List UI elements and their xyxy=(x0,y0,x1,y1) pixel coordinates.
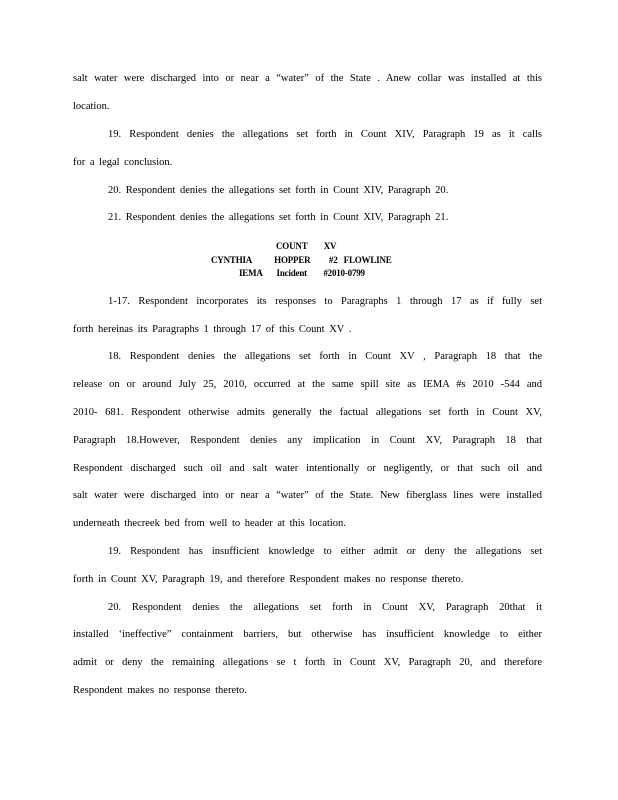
paragraph-line: salt water were discharged into or near a “water” of the State . Anew collar was installed at this xyxy=(73,73,542,84)
paragraph-19-line: 19. Respondent has insufficient knowledge to either admit or deny the allegations set xyxy=(108,546,542,557)
paragraph-18-line: underneath thecreek bed from well to header at this location. xyxy=(73,518,346,529)
paragraph-20-line: Respondent makes no response thereto. xyxy=(73,685,247,696)
paragraph-20-line: installed ‘ineffective” containment barriers, but otherwise has insufficient knowledge to either xyxy=(73,629,542,640)
paragraph-18-line: Respondent discharged such oil and salt water intentionally or negligently, or that such oil and xyxy=(73,463,542,474)
paragraph-19-line: forth in Count XV, Paragraph 19, and therefore Respondent makes no response thereto. xyxy=(73,574,464,585)
count-heading-incident: IEMA Incident #2010-0799 xyxy=(239,268,365,278)
paragraph-19-line: 19. Respondent denies the allegations set forth in Count XIV, Paragraph 19 as it calls xyxy=(108,129,542,140)
paragraph-18-line: 2010- 681. Respondent otherwise admits generally the factual allegations set forth in Count XV, xyxy=(73,407,542,418)
paragraph-1-17-line: forth hereinas its Paragraphs 1 through 17 of this Count XV . xyxy=(73,324,352,335)
paragraph-19-line: for a legal conclusion. xyxy=(73,157,173,168)
paragraph-20-line: admit or deny the remaining allegations se t forth in Count XV, Paragraph 20, and therefore xyxy=(73,657,542,668)
paragraph-18-line: salt water were discharged into or near a “water” of the State. New fiberglass lines were installed xyxy=(73,490,542,501)
paragraph-20-line: 20. Respondent denies the allegations set forth in Count XV, Paragraph 20that it xyxy=(108,602,542,613)
paragraph-18-line: 18. Respondent denies the allegations set forth in Count XV , Paragraph 18 that the xyxy=(108,351,542,362)
paragraph-18-line: release on or around July 25, 2010, occurred at the same spill site as IEMA #s 2010 -544 and xyxy=(73,379,542,390)
count-heading-title: COUNT XV xyxy=(276,241,337,251)
paragraph-21-line: 21. Respondent denies the allegations set forth in Count XIV, Paragraph 21. xyxy=(108,212,449,223)
paragraph-1-17-line: 1-17. Respondent incorporates its responses to Paragraphs 1 through 17 as if fully set xyxy=(108,296,542,307)
paragraph-18-line: Paragraph 18.However, Respondent denies any implication in Count XV, Paragraph 18 that xyxy=(73,435,542,446)
count-heading-subtitle: CYNTHIA HOPPER #2 FLOWLINE xyxy=(211,255,392,265)
paragraph-line: location. xyxy=(73,101,110,112)
paragraph-20-line: 20. Respondent denies the allegations set forth in Count XIV, Paragraph 20. xyxy=(108,185,449,196)
